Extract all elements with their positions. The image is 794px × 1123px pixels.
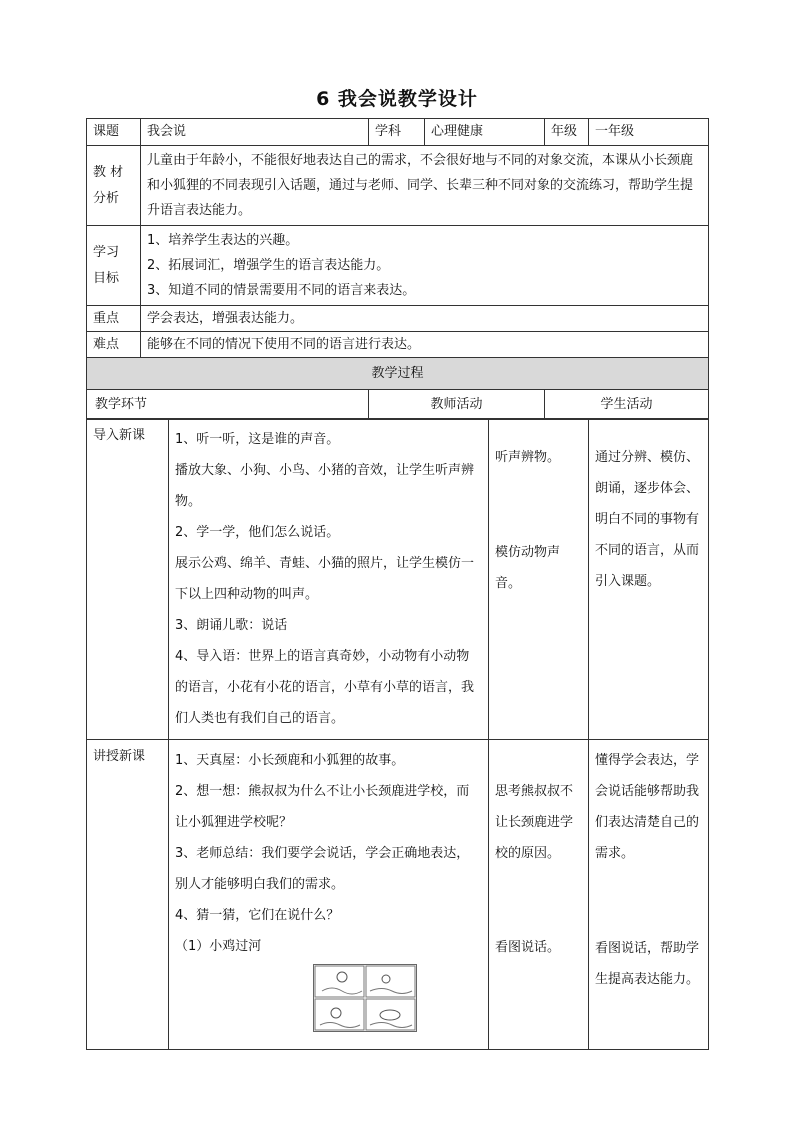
comic-panels-icon	[313, 964, 417, 1032]
teacher-new: 1、天真屋：小长颈鹿和小狐狸的故事。 2、想一想：熊叔叔为什么不让小长颈鹿进学校，而让小狐狸进学校呢？ 3、老师总结：我们要学会说话，学会正确地表达，别人才能够明白我们的需求。 4、猜一猜，它们在说什么？ （1）小鸡过河	[169, 740, 489, 1050]
stage-intro: 导入新课	[87, 419, 169, 740]
process-body-table	[86, 418, 709, 1050]
header-stage: 教学环节	[87, 390, 369, 420]
analysis-text: 儿童由于年龄小，不能很好地表达自己的需求，不会很好地与不同的对象交流，本课从小长颈鹿和小狐狸的不同表现引入话题，通过与老师、同学、长辈三种不同对象的交流练习，帮助学生提升语言表达能力。	[141, 146, 709, 226]
course-value: 我会说	[141, 119, 369, 146]
process-header-row	[87, 390, 709, 420]
subject-value: 心理健康	[425, 119, 545, 146]
subject-label: 学科	[369, 119, 425, 146]
goals-label: 学习 目标	[87, 226, 141, 306]
grade-label: 年级	[545, 119, 589, 146]
header-teacher: 教师活动	[369, 390, 545, 420]
analysis-row	[87, 146, 709, 226]
page-title: 6 我会说教学设计	[316, 88, 478, 110]
goal-item: 2、拓展词汇，增强学生的语言表达能力。	[147, 258, 390, 273]
difficulty-label: 难点	[87, 332, 141, 358]
lesson-plan-table	[86, 118, 709, 420]
goals-list	[141, 226, 709, 306]
goal-item: 1、培养学生表达的兴趣。	[147, 233, 299, 248]
grade-value: 一年级	[589, 119, 709, 146]
section-intro-row	[87, 419, 709, 740]
info-row	[87, 119, 709, 146]
intent-new: 懂得学会表达，学会说话能够帮助我们表达清楚自己的需求。 看图说话，帮助学生提高表达能力。	[589, 740, 709, 1050]
course-label: 课题	[87, 119, 141, 146]
goal-item: 3、知道不同的情景需要用不同的语言来表达。	[147, 283, 416, 298]
key-point-text: 学会表达，增强表达能力。	[141, 306, 709, 332]
stage-new: 讲授新课	[87, 740, 169, 1050]
student-intro: 听声辨物。 模仿动物声音。	[489, 419, 589, 740]
header-student: 学生活动	[545, 390, 709, 420]
chick-crossing-river-image	[175, 964, 482, 1032]
process-title: 教学过程	[87, 358, 709, 390]
intent-intro: 通过分辨、模仿、朗诵，逐步体会、明白不同的事物有不同的语言，从而引入课题。	[589, 419, 709, 740]
difficulty-text: 能够在不同的情况下使用不同的语言进行表达。	[141, 332, 709, 358]
key-point-row	[87, 306, 709, 332]
key-point-label: 重点	[87, 306, 141, 332]
goals-row	[87, 226, 709, 306]
student-new: 思考熊叔叔不让长颈鹿进学校的原因。 看图说话。	[489, 740, 589, 1050]
difficulty-row	[87, 332, 709, 358]
process-title-row	[87, 358, 709, 390]
section-new-row	[87, 740, 709, 1050]
analysis-label: 教 材 分析	[87, 146, 141, 226]
teacher-intro: 1、听一听，这是谁的声音。 播放大象、小狗、小鸟、小猪的音效，让学生听声辨物。 2、学一学，他们怎么说话。 展示公鸡、绵羊、青蛙、小猫的照片，让学生模仿一下以上四种动物的叫声。 3、朗诵儿歌：说话 4、导入语：世界上的语言真奇妙，小动物有小动物的语言，小花有小花的语言，小草有小草的语言，我们人类也有我们自己的语言。	[169, 419, 489, 740]
